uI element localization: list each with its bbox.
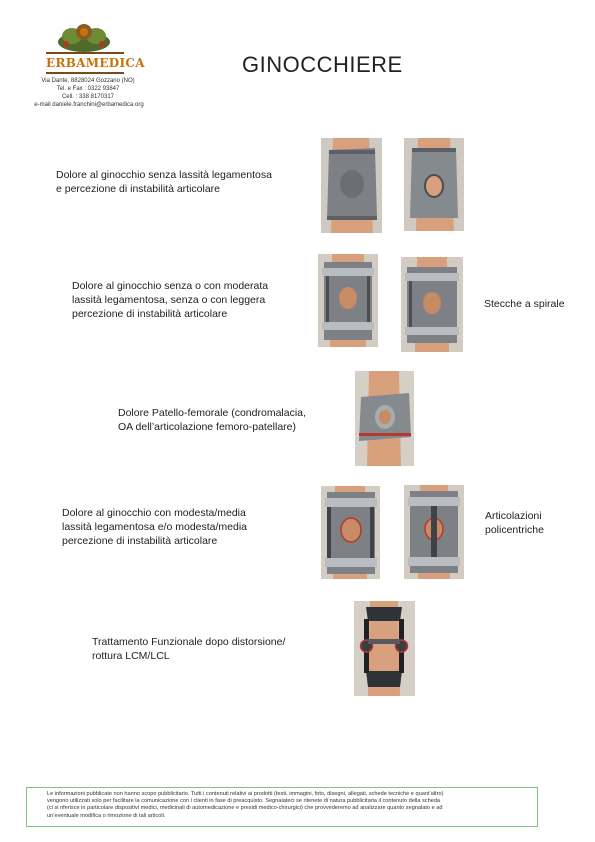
description-line: Dolore al ginocchio senza o con moderata — [72, 280, 269, 292]
description-line: percezione di instabilità articolare — [72, 308, 228, 320]
section-2-feature — [484, 297, 565, 311]
hinged-knee-brace-photo-side — [404, 485, 464, 579]
description-line: Dolore al ginocchio senza lassità legamentosa — [56, 169, 272, 181]
knee-brace-spiral-stays-photo-side — [401, 257, 463, 352]
description-line: Dolore al ginocchio con modesta/media — [62, 507, 246, 519]
cell-line: Cell. : 338 8170317 — [61, 94, 115, 100]
disclaimer-line: vengono utilizzati solo per facilitare la comunicazione con i clienti in fase di preacquisto. Segnalateci se ritenete di natura pubblicitaria il contenuto della scheda — [47, 798, 441, 805]
feature-line: Stecche a spirale — [484, 298, 565, 310]
knee-brace-spiral-stays-photo-front — [318, 254, 378, 347]
disclaimer-line: (ci si riferisce in particolare dispositivi medici, medicinali di automedicazione e presidi medico-chirurgici) che provvederemo ad analizzare quanto segnalato e ad — [47, 805, 443, 812]
hinged-knee-brace-photo-front — [321, 486, 380, 579]
description-line: e percezione di instabilità articolare — [56, 183, 221, 195]
section-4-description — [62, 506, 247, 548]
description-line: Trattamento Funzionale dopo distorsione/ — [92, 636, 286, 648]
functional-ligament-brace-photo — [354, 601, 415, 696]
description-line: rottura LCM/LCL — [92, 650, 170, 662]
disclaimer-box — [26, 787, 538, 827]
page-title: GINOCCHIERE — [242, 52, 403, 77]
section-2-description — [72, 279, 268, 321]
section-5-description — [92, 635, 285, 663]
phone-fax-line: Tel. e Fax : 0322 93847 — [56, 86, 120, 92]
section-3-description — [118, 406, 306, 434]
disclaimer-line: un’eventuale modifica o rimozione di tali articoli. — [47, 812, 166, 819]
description-line: lassità legamentosa e/o modesta/media — [62, 521, 248, 533]
address-line: Via Dante, 8828024 Gozzano (NO) — [41, 78, 135, 84]
knee-sleeve-photo-front — [321, 138, 382, 233]
description-line: lassità legamentosa, senza o con leggera — [72, 294, 266, 306]
description-line: percezione di instabilità articolare — [62, 535, 218, 547]
disclaimer-line: Le informazioni pubblicate non hanno scopo pubblicitario. Tutti i contenuti relativi ai prodotti (testi, immagini, foto, disegni, allegati, schede tecniche e quant’altro) — [47, 791, 444, 797]
patella-stabilizer-photo — [355, 371, 414, 466]
feature-line: Articolazioni — [485, 510, 542, 522]
description-line: OA dell’articolazione femoro-patellare) — [118, 421, 297, 433]
email-line: e-mail daniele.franchini@erbamedica.org — [34, 102, 144, 108]
herbs-crest-icon — [54, 22, 114, 52]
erbamedica-logo — [40, 22, 145, 76]
knee-sleeve-photo-open-patella — [404, 138, 464, 231]
section-1-description — [56, 168, 272, 196]
feature-line: policentriche — [485, 524, 544, 536]
section-4-feature — [485, 509, 544, 537]
logo-brand-text: ERBAMEDICA — [46, 52, 124, 74]
description-line: Dolore Patello-femorale (condromalacia, — [118, 407, 306, 419]
